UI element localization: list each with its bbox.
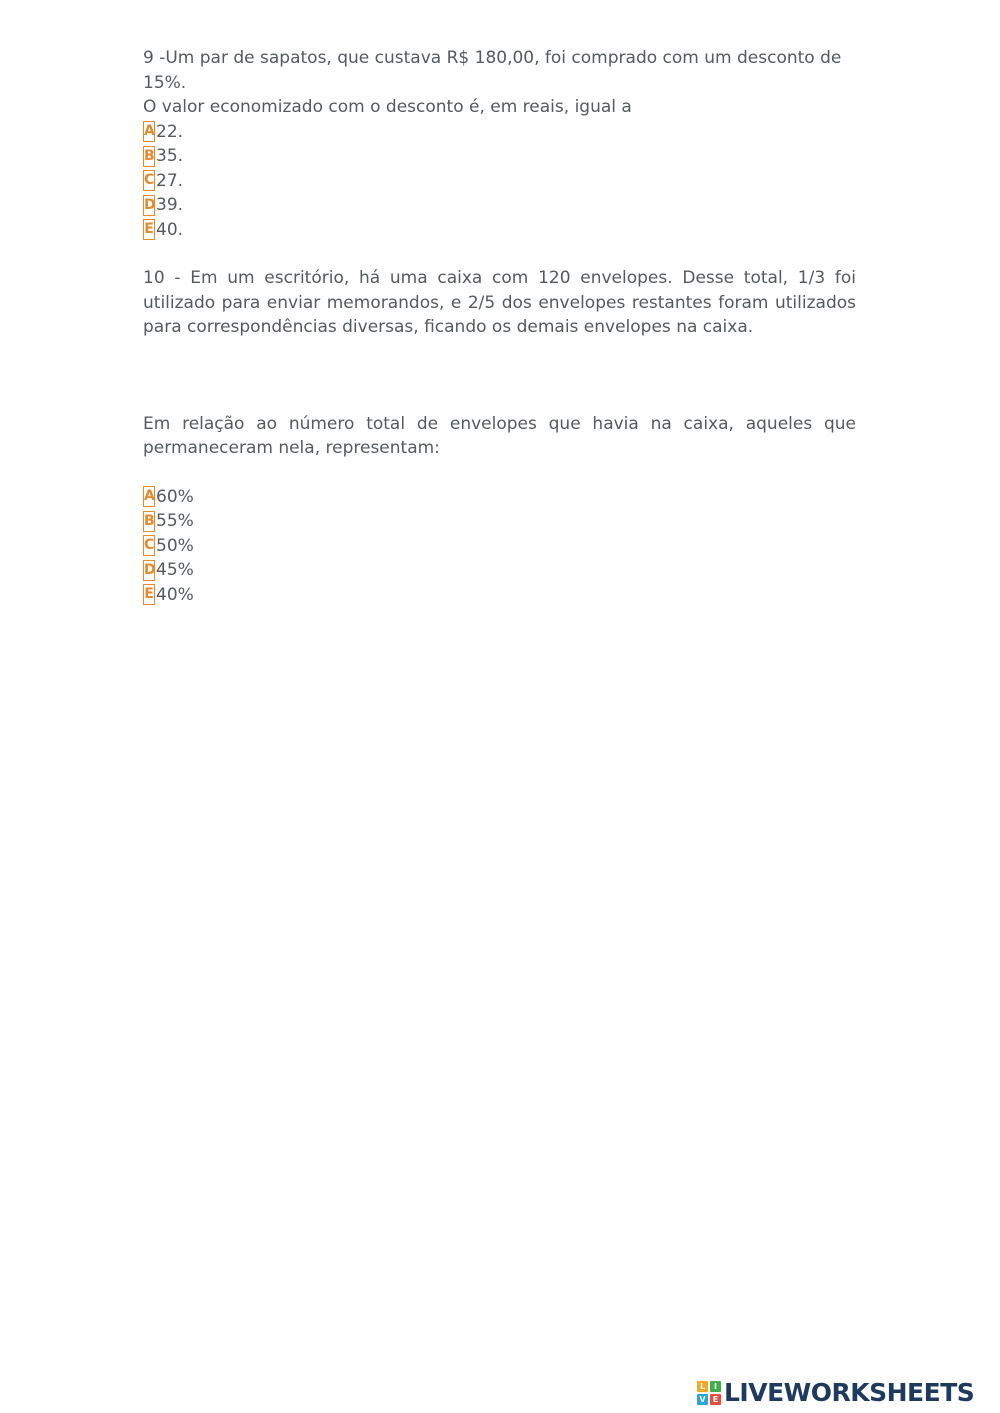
question-10-option-a[interactable]	[143, 485, 856, 510]
question-10-options	[143, 485, 856, 608]
logo-cell: V	[697, 1394, 708, 1405]
option-text: 27.	[156, 170, 184, 191]
question-10-prompt: Em relação ao número total de envelopes que havia na caixa, aqueles que permaneceram nela, representam:	[143, 413, 856, 458]
question-10-option-e[interactable]	[143, 583, 856, 608]
question-9-line-2: O valor economizado com o desconto é, em reais, igual a	[143, 97, 632, 117]
option-letter-box[interactable]: B	[143, 146, 155, 167]
question-9-option-e[interactable]	[143, 218, 856, 243]
worksheet-content	[143, 46, 856, 607]
option-letter-box[interactable]: C	[143, 535, 155, 556]
question-10-statement: 10 - Em um escritório, há uma caixa com 120 envelopes. Desse total, 1/3 foi utilizado para enviar memorandos, e 2/5 dos envelopes restantes foram utilizados para correspondências diversas, ficando os demais envelopes na caixa.	[143, 268, 856, 337]
option-text: 39.	[156, 195, 184, 215]
question-9-options	[143, 120, 856, 243]
option-letter-box[interactable]: E	[143, 584, 155, 605]
spacer	[143, 340, 856, 412]
option-text: 50%	[156, 535, 194, 556]
logo-wordmark: LIVEWORKSHEETS	[724, 1378, 975, 1407]
option-letter-box[interactable]: A	[143, 121, 155, 142]
spacer	[143, 242, 856, 266]
option-text: 40.	[156, 219, 184, 240]
option-text: 35.	[156, 146, 184, 166]
question-9-line-1: 9 -Um par de sapatos, que custava R$ 180,00, foi comprado com um desconto de 15%.	[143, 48, 842, 93]
question-10-option-c[interactable]	[143, 534, 856, 559]
option-text: 55%	[156, 511, 194, 531]
logo-cell: I	[710, 1381, 721, 1392]
question-10-option-b[interactable]	[143, 509, 856, 534]
option-text: 45%	[156, 560, 194, 580]
option-letter-box[interactable]: D	[143, 560, 155, 581]
liveworksheets-logo	[697, 1380, 974, 1406]
logo-cell: E	[710, 1394, 721, 1405]
option-text: 22.	[156, 121, 184, 142]
spacer	[143, 461, 856, 485]
question-9-option-a[interactable]	[143, 120, 856, 145]
option-text: 40%	[156, 584, 194, 605]
option-letter-box[interactable]: E	[143, 219, 155, 240]
question-10-option-d[interactable]	[143, 558, 856, 583]
option-letter-box[interactable]: C	[143, 170, 155, 191]
option-letter-box[interactable]: A	[143, 486, 155, 507]
logo-cell: L	[697, 1381, 708, 1392]
option-letter-box[interactable]: B	[143, 511, 155, 532]
option-letter-box[interactable]: D	[143, 195, 155, 216]
question-9-option-c[interactable]	[143, 169, 856, 194]
option-text: 60%	[156, 486, 194, 507]
question-9-option-d[interactable]	[143, 193, 856, 218]
question-9-option-b[interactable]	[143, 144, 856, 169]
logo-grid-icon	[697, 1381, 721, 1405]
